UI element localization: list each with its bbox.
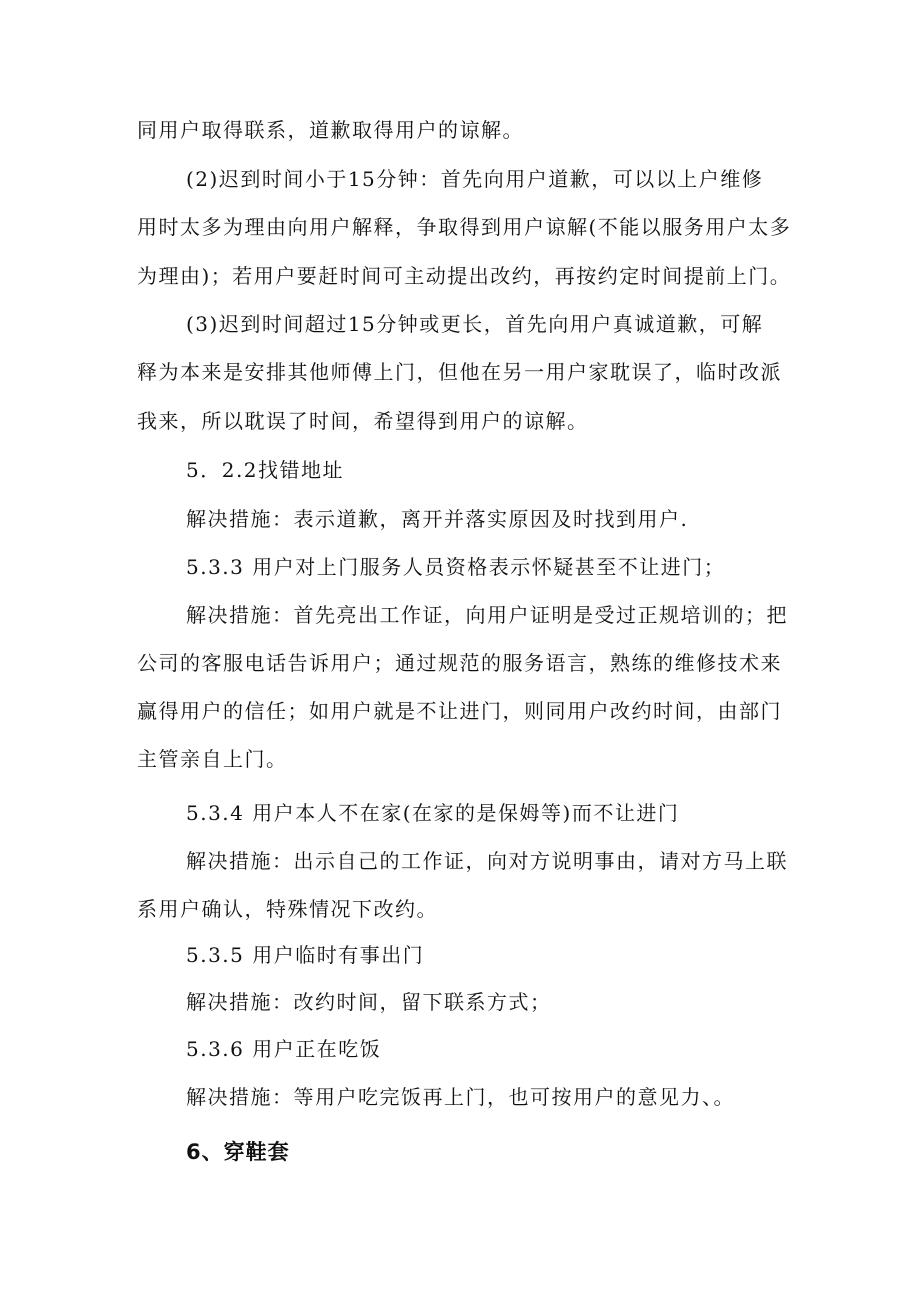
paragraph-line: 解决措施：改约时间，留下联系方式； bbox=[186, 990, 552, 1014]
paragraph-line: 公司的客服电话告诉用户；通过规范的服务语言，熟练的维修技术来 bbox=[137, 651, 782, 675]
paragraph-line: 为理由)；若用户要赶时间可主动提出改约，再按约定时间提前上门。 bbox=[137, 264, 792, 288]
section-heading: 5.3.5 用户临时有事出门 bbox=[186, 943, 425, 967]
paragraph-line: 释为本来是安排其他师傅上门，但他在另一用户家耽误了，临时改派 bbox=[137, 360, 782, 384]
paragraph-line: (3)迟到时间超过15分钟或更长，首先向用户真诚道歉，可解 bbox=[186, 312, 764, 336]
paragraph-line: 解决措施：出示自己的工作证，向对方说明事由，请对方马上联 bbox=[186, 849, 788, 873]
paragraph-line: (2)迟到时间小于15分钟：首先向用户道歉，可以以上户维修 bbox=[186, 167, 764, 191]
paragraph-line: 同用户取得联系，道歉取得用户的谅解。 bbox=[137, 118, 524, 142]
section-title: 6、穿鞋套 bbox=[186, 1140, 290, 1164]
paragraph-line: 主管亲自上门。 bbox=[137, 747, 288, 771]
paragraph-line: 系用户确认，特殊情况下改约。 bbox=[137, 897, 438, 921]
paragraph-line: 用时太多为理由向用户解释，争取得到用户谅解(不能以服务用户太多 bbox=[137, 215, 792, 239]
section-heading: 5.3.4 用户本人不在家(在家的是保姆等)而不让进门 bbox=[186, 801, 680, 825]
paragraph-line: 解决措施：首先亮出工作证，向用户证明是受过正规培训的；把 bbox=[186, 603, 788, 627]
section-heading: 5.3.3 用户对上门服务人员资格表示怀疑甚至不让进门； bbox=[186, 555, 726, 579]
paragraph-line: 解决措施：表示道歉，离开并落实原因及时找到用户. bbox=[186, 507, 689, 531]
paragraph-line: 解决措施：等用户吃完饭再上门，也可按用户的意见力、。 bbox=[186, 1085, 735, 1109]
paragraph-line: 赢得用户的信任；如用户就是不让进门，则同用户改约时间，由部门 bbox=[137, 699, 782, 723]
paragraph-line: 我来，所以耽误了时间，希望得到用户的谅解。 bbox=[137, 409, 589, 433]
section-heading: 5.3.6 用户正在吃饭 bbox=[186, 1037, 382, 1061]
section-heading: 5．2.2找错地址 bbox=[186, 458, 345, 482]
